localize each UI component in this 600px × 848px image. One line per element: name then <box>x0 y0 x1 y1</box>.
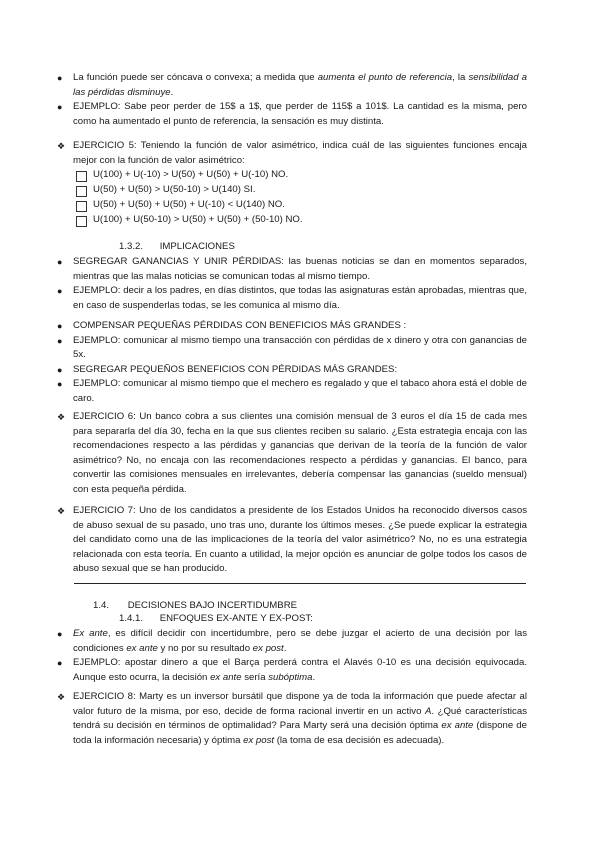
exercise-text <box>57 410 527 497</box>
bullet-icon: ● <box>57 335 63 346</box>
text: EJERCICIO 6: Un banco cobra a sus clientes una comisión mensual de 3 euros el día 15 de cada mes para separarla del día 30, fecha en la que sus clientes reciben su salario. ¿Esta estrategia encaja con las recomendaciones respecto a las pérdidas y ganancias que derivan de la teoría de la función de valor asimétrico? No, no encaja con las recomendaciones respecto a pérdidas y ganancias. El banco, para convertir las comisiones mensuales en irrelevantes, debería compensar las ganancias (sueldo mensual) con esta pequeña pérdida. <box>73 411 527 495</box>
option-label: U(100) + U(50-10) > U(50) + U(50) + (50-10) NO. <box>93 214 303 225</box>
list-item <box>57 334 527 363</box>
bullet-icon: ● <box>57 364 63 375</box>
section-number: 1.4.1. <box>119 613 144 624</box>
text: SEGREGAR GANANCIAS Y UNIR PÉRDIDAS: las buenas noticias se dan en momentos separados, mientras que las malas noticias se comunican todas al mismo tiempo. <box>73 256 527 282</box>
italic-text: A <box>424 705 432 717</box>
diamond-bullet-icon: ❖ <box>57 506 66 516</box>
text: SEGREGAR PEQUEÑOS BENEFICIOS CON PÉRDIDAS MÁS GRANDES: <box>73 363 398 375</box>
italic-text: ex post <box>252 642 284 654</box>
text: EJEMPLO: comunicar al mismo tiempo una transacción con pérdidas de x dinero y otra con ganancias de 5x. <box>73 334 527 360</box>
italic-text: ex post <box>243 734 275 746</box>
ex-ante-list <box>57 627 527 685</box>
exercise-text <box>57 690 527 748</box>
section-title: IMPLICACIONES <box>159 241 235 252</box>
list-item <box>57 100 527 129</box>
text: . ¿Qué características tendrá su decisión en términos de optimalidad? Para Marty será una decisión óptima <box>73 705 527 731</box>
italic-text: Ex ante <box>73 628 108 639</box>
section-heading-1-3-2 <box>119 240 235 255</box>
text: . <box>312 671 316 683</box>
text: EJEMPLO: apostar dinero a que el Barça perderá contra el Alavés 0-10 es una decisión equivocada. Aunque esto ocurra, la decisión <box>73 657 527 683</box>
list-item <box>57 627 527 656</box>
option-label: U(50) + U(50) > U(50-10) > U(140) SI. <box>93 184 256 195</box>
bullet-icon: ● <box>57 629 63 639</box>
bullet-example-loss <box>57 100 527 129</box>
diamond-bullet-icon: ❖ <box>57 692 66 702</box>
list-item <box>57 255 527 284</box>
section-title: DECISIONES BAJO INCERTIDUMBRE <box>127 600 298 611</box>
text: La función puede ser cóncava o convexa; a medida que <box>73 72 318 83</box>
list-item <box>57 656 527 685</box>
exercise-text <box>57 139 527 168</box>
exercise-5 <box>57 139 527 228</box>
exercise-text <box>57 504 527 577</box>
text: (dispone de toda la información necesaria) y óptima <box>73 720 527 746</box>
text: . <box>170 86 174 98</box>
bullet-icon: ● <box>57 286 63 296</box>
diamond-bullet-icon: ❖ <box>57 141 66 151</box>
text: (la toma de esa decisión es adecuada). <box>274 734 445 746</box>
implications-list <box>57 255 527 313</box>
exercise-6 <box>57 410 527 497</box>
bullet-concave-convex <box>57 71 527 100</box>
bullet-icon: ● <box>57 321 63 331</box>
list-item <box>57 284 527 313</box>
text: sería <box>241 671 269 683</box>
checkbox-option[interactable] <box>57 198 527 213</box>
checkbox-option[interactable] <box>57 168 527 183</box>
list-item <box>57 71 527 100</box>
text: y no por su resultado <box>157 642 253 654</box>
checkbox-option[interactable] <box>57 183 527 198</box>
exercise-7 <box>57 504 527 577</box>
checkbox-icon[interactable] <box>76 171 87 182</box>
list-item <box>57 363 527 378</box>
italic-text: ex ante <box>210 671 242 683</box>
section-number: 1.3.2. <box>119 241 144 252</box>
checkbox-icon[interactable] <box>76 216 87 227</box>
bullet-icon: ● <box>57 102 63 112</box>
bullet-icon: ● <box>57 73 63 83</box>
italic-text: aumenta el punto de referencia <box>317 72 453 83</box>
bullet-icon: ● <box>57 379 63 389</box>
italic-text: ex ante <box>441 720 474 731</box>
section-number: 1.4. <box>93 600 110 611</box>
text: . <box>283 642 287 654</box>
exercise-8 <box>57 690 527 748</box>
text: , la <box>452 72 469 83</box>
text: EJERCICIO 7: Uno de los candidatos a presidente de los Estados Unidos ha reconocido diversos casos de abuso sexual de su pasado, uno tras uno, durante los últimos meses. ¿Se puede explicar la estrategia del candidato como una de las implicaciones de la teoría del valor asimétrico? No, no es una estrategia relacionada con esta teoría. En cuanto a utilidad, la mejor opción es anunciar de golpe todos los casos de abuso sexual que se han producido. <box>73 505 527 574</box>
bullet-icon: ● <box>57 658 63 668</box>
checkbox-icon[interactable] <box>76 201 87 212</box>
italic-text: ex ante <box>126 642 158 654</box>
list-item <box>57 319 527 334</box>
text: EJERCICIO 5: Teniendo la función de valor asimétrico, indica cuál de las siguientes funciones encaja mejor con la función de valor asimétrico: <box>73 140 527 166</box>
text: COMPENSAR PEQUEÑAS PÉRDIDAS CON BENEFICIOS MÁS GRANDES : <box>73 320 407 331</box>
compensation-list <box>57 319 527 406</box>
divider <box>74 583 526 584</box>
text: EJERCICIO 8: Marty es un inversor bursátil que dispone ya de toda la información que puede afectar al valor futuro de la misma, por eso, decide de forma racional invertir en un activo <box>73 691 527 717</box>
section-title: ENFOQUES EX-ANTE Y EX-POST: <box>159 613 313 624</box>
section-heading-1-4-1 <box>119 612 313 627</box>
option-label: U(50) + U(50) + U(50) + U(-10) < U(140) NO. <box>93 199 285 210</box>
checkbox-option[interactable] <box>57 213 527 228</box>
option-label: U(100) + U(-10) > U(50) + U(50) + U(-10) NO. <box>93 169 289 180</box>
text: EJEMPLO: Sabe peor perder de 15$ a 1$, que perder de 115$ a 101$. La cantidad es la misma, pero como ha aumentado el punto de referencia, la sensación es muy distinta. <box>73 101 527 127</box>
text: EJEMPLO: decir a los padres, en días distintos, que todas las asignaturas están aprobadas, mientras que, en caso de suspenderlas todas, se les comunica al mismo día. <box>73 285 527 311</box>
italic-text: sensibilidad a las pérdidas disminuye <box>73 72 528 98</box>
checkbox-icon[interactable] <box>76 186 87 197</box>
diamond-bullet-icon: ❖ <box>57 412 66 422</box>
italic-text: subóptima <box>268 671 313 683</box>
bullet-icon: ● <box>57 257 63 267</box>
list-item <box>57 377 527 406</box>
text: EJEMPLO: comunicar al mismo tiempo que el mechero es regalado y que el tabaco ahora está el doble de caro. <box>73 378 527 404</box>
text: , es difícil decidir con incertidumbre, pero se debe juzgar el acierto de una decisión por las condiciones <box>73 628 527 654</box>
